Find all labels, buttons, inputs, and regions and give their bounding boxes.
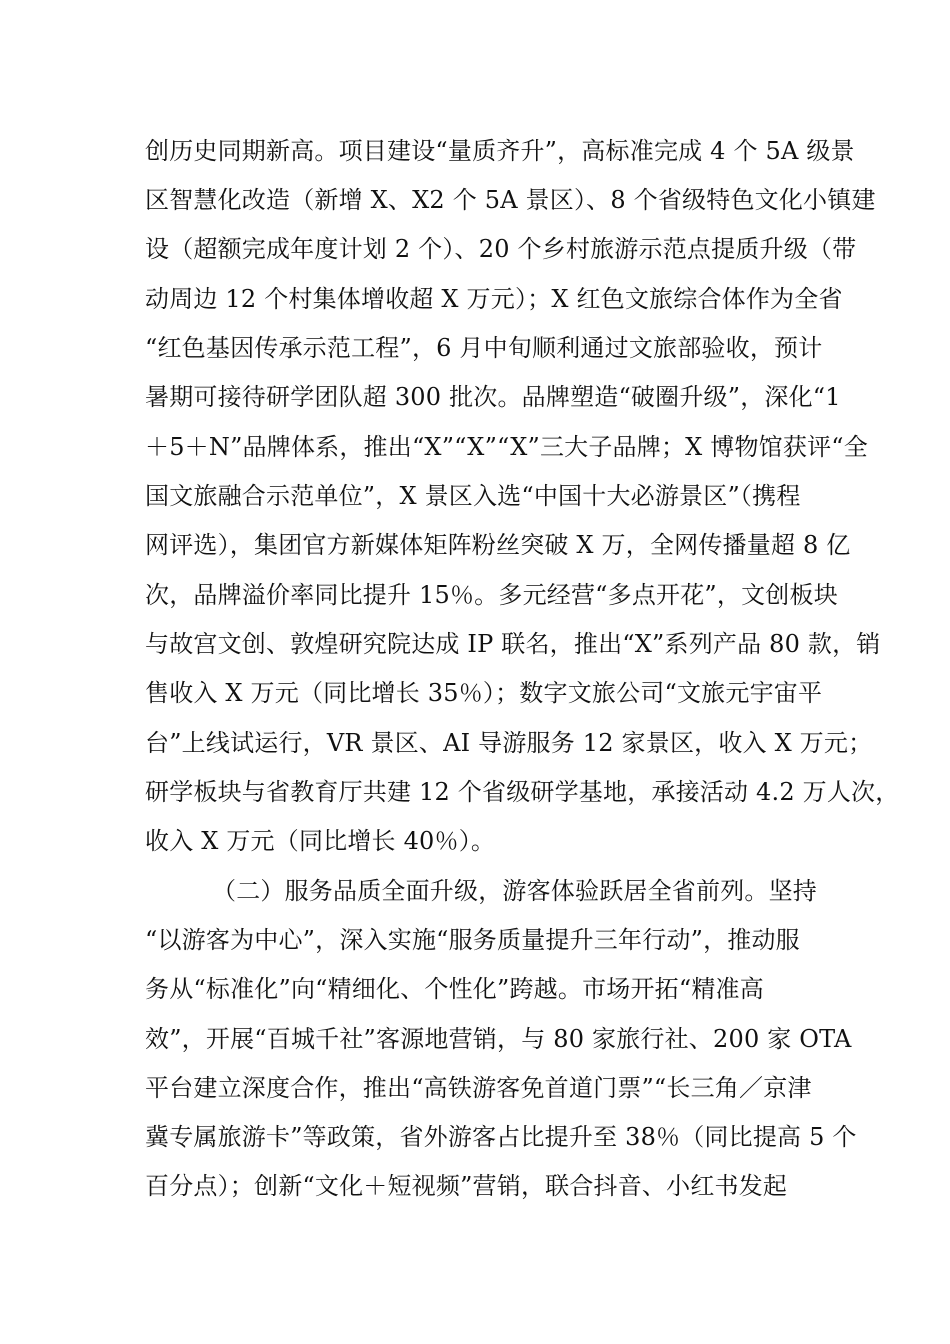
text-line: 百分点）；创新“文化＋短视频”营销，联合抖音、小红书发起 <box>145 1172 788 1200</box>
text-line: 售收入 X 万元（同比增长 35％）；数字文旅公司“文旅元宇宙平 <box>145 679 823 707</box>
text-line: 暑期可接待研学团队超 300 批次。品牌塑造“破圈升级”，深化“1 <box>145 383 841 411</box>
text-line: 台”上线试运行，VR 景区、AI 导游服务 12 家景区，收入 X 万元； <box>145 729 873 757</box>
text-line: 效”，开展“百城千社”客源地营销，与 80 家旅行社、200 家 OTA <box>145 1025 852 1053</box>
text-line: 创历史同期新高。项目建设“量质齐升”，高标准完成 4 个 5A 级景 <box>145 137 855 165</box>
text-line: 设（超额完成年度计划 2 个）、20 个乡村旅游示范点提质升级（带 <box>145 235 857 263</box>
text-line: “红色基因传承示范工程”，6 月中旬顺利通过文旅部验收，预计 <box>145 334 823 362</box>
text-line: 区智慧化改造（新增 X、X2 个 5A 景区）、8 个省级特色文化小镇建 <box>145 186 876 214</box>
text-line: “以游客为中心”，深入实施“服务质量提升三年行动”，推动服 <box>145 926 800 954</box>
text-line: 平台建立深度合作，推出“高铁游客免首道门票”“长三角／京津 <box>145 1074 812 1102</box>
text-line: 收入 X 万元（同比增长 40％）。 <box>145 827 496 855</box>
text-line: 务从“标准化”向“精细化、个性化”跨越。市场开拓“精准高 <box>145 975 764 1003</box>
paragraph-heading: （二）服务品质全面升级，游客体验跃居全省前列。坚持 <box>212 877 817 905</box>
text-line: 研学板块与省教育厅共建 12 个省级研学基地，承接活动 4.2 万人次， <box>145 778 900 806</box>
text-line: 网评选），集团官方新媒体矩阵粉丝突破 X 万，全网传播量超 8 亿 <box>145 531 851 559</box>
text-line: 冀专属旅游卡”等政策，省外游客占比提升至 38％（同比提高 5 个 <box>145 1123 857 1151</box>
text-line: 与故宫文创、敦煌研究院达成 IP 联名，推出“X”系列产品 80 款，销 <box>145 630 881 658</box>
text-line: ＋5＋N”品牌体系，推出“X”“X”“X”三大子品牌；X 博物馆获评“全 <box>145 433 868 461</box>
text-line: 国文旅融合示范单位”，X 景区入选“中国十大必游景区”（携程 <box>145 482 801 510</box>
text-line: 次，品牌溢价率同比提升 15％。多元经营“多点开花”，文创板块 <box>145 581 838 609</box>
text-line: 动周边 12 个村集体增收超 X 万元）；X 红色文旅综合体作为全省 <box>145 285 843 313</box>
